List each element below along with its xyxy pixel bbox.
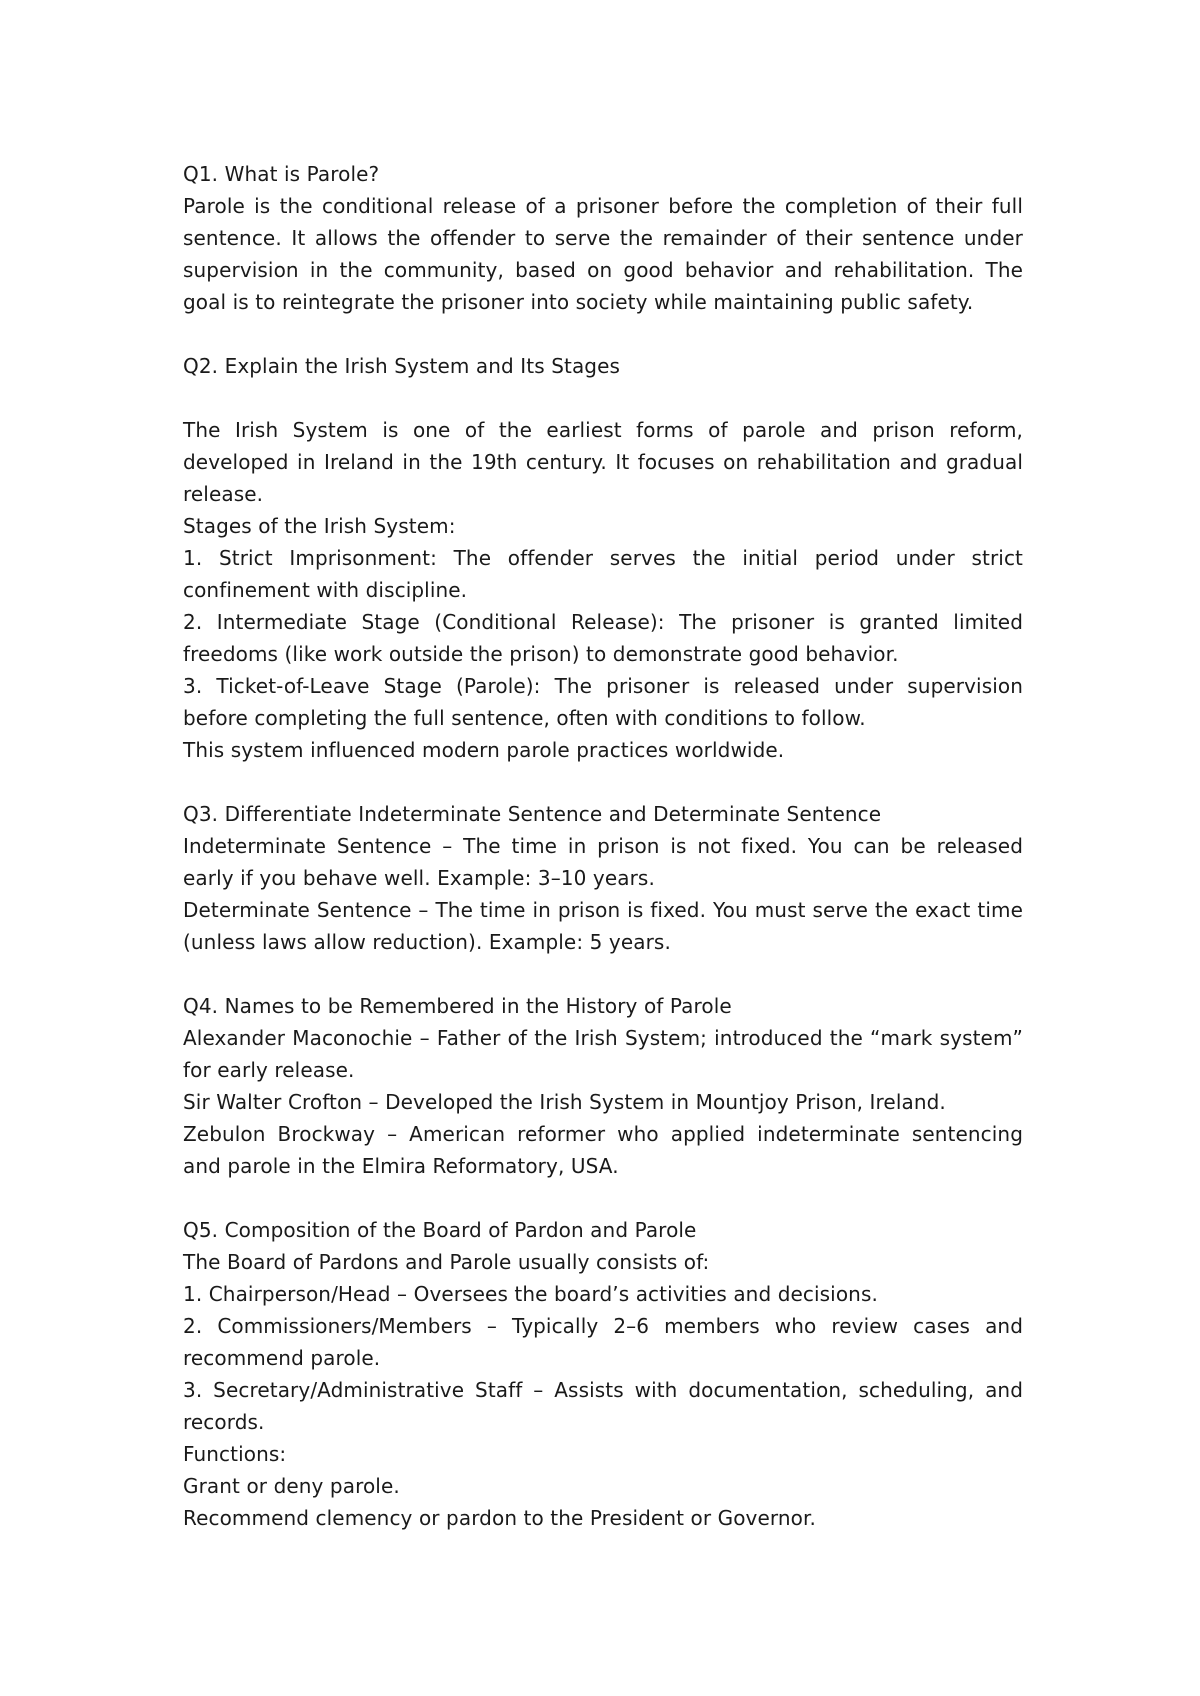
q5-member-2: 2. Commissioners/Members – Typically 2–6 members who review cases and recommend parole.	[183, 1314, 1023, 1370]
q5-functions-heading: Functions:	[183, 1442, 287, 1466]
section-q1	[183, 158, 1023, 318]
q2-stages-heading: Stages of the Irish System:	[183, 514, 456, 538]
q4-brockway: Zebulon Brockway – American reformer who applied indeterminate sentencing and parole in the Elmira Reformatory, USA.	[183, 1122, 1023, 1178]
q2-stage-2: 2. Intermediate Stage (Conditional Release): The prisoner is granted limited freedoms (like work outside the prison) to demonstrate good behavior.	[183, 610, 1023, 666]
q3-determinate: Determinate Sentence – The time in prison is fixed. You must serve the exact time (unless laws allow reduction). Example: 5 years.	[183, 898, 1023, 954]
q5-title: Q5. Composition of the Board of Pardon and Parole	[183, 1218, 697, 1242]
q4-title: Q4. Names to be Remembered in the History of Parole	[183, 994, 732, 1018]
document-page	[183, 158, 1023, 1566]
spacer	[183, 382, 1023, 414]
q4-maconochie: Alexander Maconochie – Father of the Irish System; introduced the “mark system” for early release.	[183, 1026, 1023, 1082]
section-q4	[183, 990, 1023, 1182]
q1-body: Parole is the conditional release of a prisoner before the completion of their full sentence. It allows the offender to serve the remainder of their sentence under supervision in the community, based on good behavior and rehabilitation. The goal is to reintegrate the prisoner into society while maintaining public safety.	[183, 194, 1023, 314]
section-q2	[183, 350, 1023, 766]
q5-intro: The Board of Pardons and Parole usually consists of:	[183, 1250, 710, 1274]
q2-stage-3: 3. Ticket-of-Leave Stage (Parole): The prisoner is released under supervision before completing the full sentence, often with conditions to follow.	[183, 674, 1023, 730]
section-q5	[183, 1214, 1023, 1534]
q2-title: Q2. Explain the Irish System and Its Stages	[183, 354, 621, 378]
q5-function-2: Recommend clemency or pardon to the President or Governor.	[183, 1506, 816, 1530]
q3-indeterminate: Indeterminate Sentence – The time in prison is not fixed. You can be released early if you behave well. Example: 3–10 years.	[183, 834, 1023, 890]
q4-crofton: Sir Walter Crofton – Developed the Irish System in Mountjoy Prison, Ireland.	[183, 1090, 946, 1114]
section-q3	[183, 798, 1023, 958]
q1-title: Q1. What is Parole?	[183, 162, 380, 186]
q2-intro: The Irish System is one of the earliest forms of parole and prison reform, developed in Ireland in the 19th century. It focuses on rehabilitation and gradual release.	[183, 418, 1023, 506]
q2-closing: This system influenced modern parole practices worldwide.	[183, 738, 785, 762]
q5-member-1: 1. Chairperson/Head – Oversees the board’s activities and decisions.	[183, 1282, 878, 1306]
q5-member-3: 3. Secretary/Administrative Staff – Assists with documentation, scheduling, and records.	[183, 1378, 1023, 1434]
q2-stage-1: 1. Strict Imprisonment: The offender serves the initial period under strict confinement with discipline.	[183, 546, 1023, 602]
q3-title: Q3. Differentiate Indeterminate Sentence and Determinate Sentence	[183, 802, 882, 826]
q5-function-1: Grant or deny parole.	[183, 1474, 400, 1498]
